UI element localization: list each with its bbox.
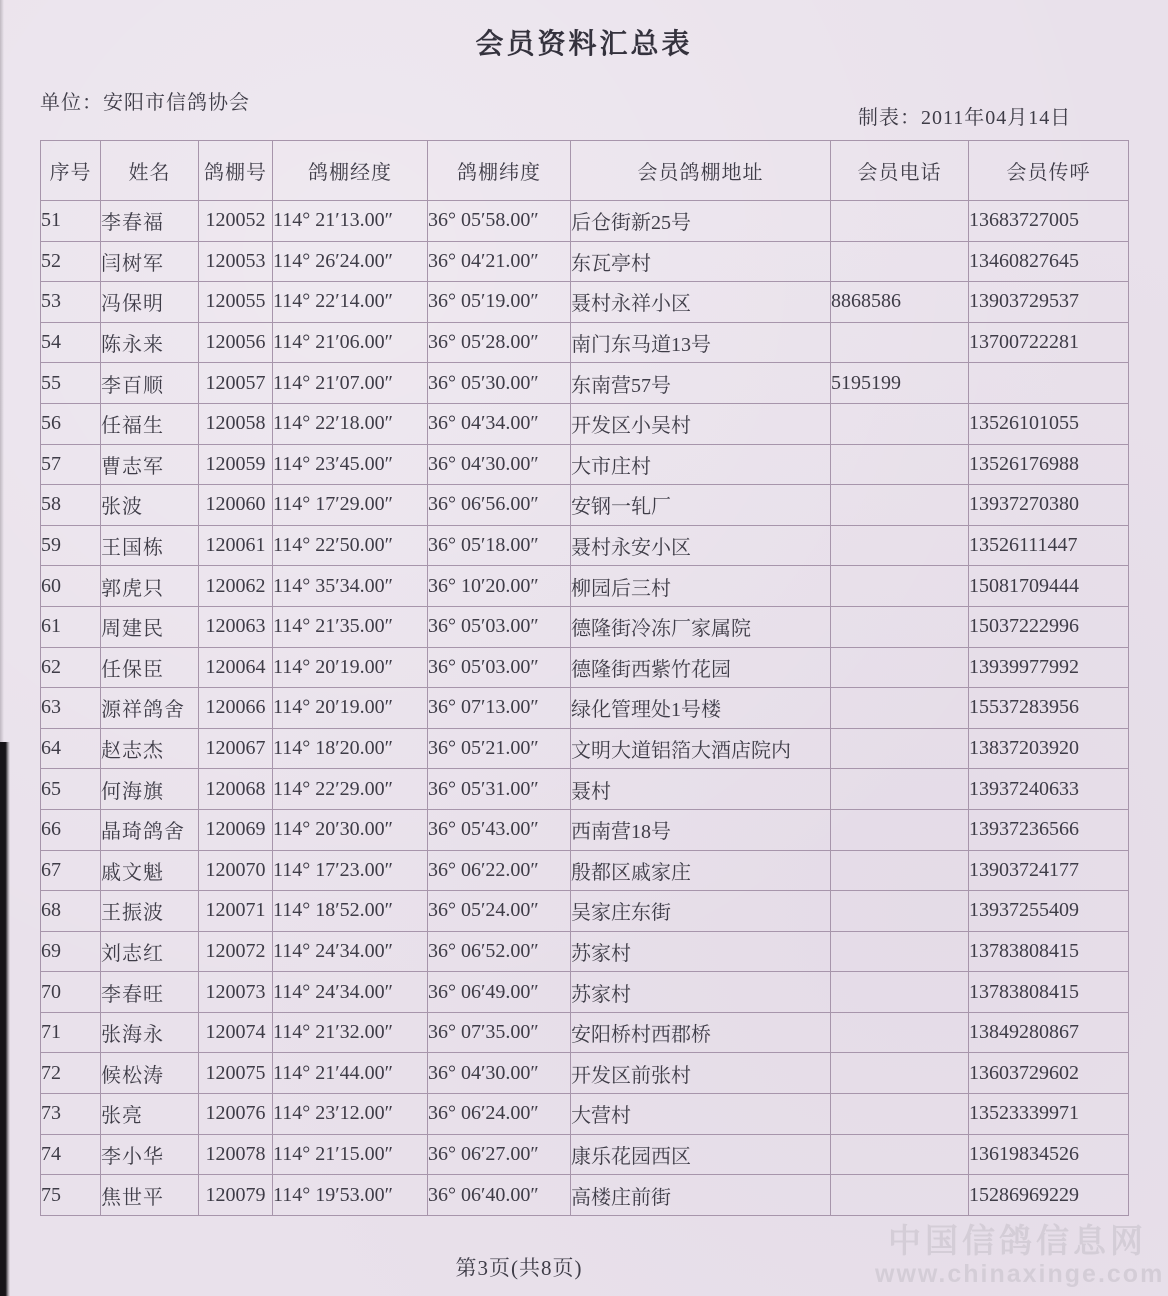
cell-longitude: 114° 22′50.00″ [273, 525, 428, 566]
cell-loft-no: 120069 [199, 809, 273, 850]
cell-longitude: 114° 22′29.00″ [273, 769, 428, 810]
cell-phone [831, 403, 969, 444]
cell-name: 王振波 [101, 891, 199, 932]
cell-loft-no: 120075 [199, 1053, 273, 1094]
cell-phone [831, 444, 969, 485]
cell-name: 李百顺 [101, 363, 199, 404]
cell-phone [831, 322, 969, 363]
table-row [41, 688, 1129, 729]
table-row [41, 931, 1129, 972]
cell-longitude: 114° 23′45.00″ [273, 444, 428, 485]
cell-longitude: 114° 24′34.00″ [273, 931, 428, 972]
member-table-header [41, 141, 1129, 201]
cell-loft-no: 120068 [199, 769, 273, 810]
cell-no: 69 [41, 931, 101, 972]
cell-no: 56 [41, 403, 101, 444]
unit-label: 单位：安阳市信鸽协会 [40, 92, 250, 114]
cell-pager: 13526176988 [969, 444, 1129, 485]
cell-phone: 5195199 [831, 363, 969, 404]
col-header-no: 序号 [41, 141, 101, 201]
cell-no: 54 [41, 322, 101, 363]
cell-pager: 13700722281 [969, 322, 1129, 363]
watermark-site-url: www.chinaxinge.com [875, 1259, 1165, 1288]
cell-pager: 13937255409 [969, 891, 1129, 932]
cell-longitude: 114° 20′30.00″ [273, 809, 428, 850]
cell-latitude: 36° 07′13.00″ [428, 688, 571, 729]
cell-loft-no: 120070 [199, 850, 273, 891]
cell-no: 52 [41, 241, 101, 282]
cell-longitude: 114° 21′06.00″ [273, 322, 428, 363]
cell-address: 开发区前张村 [571, 1053, 831, 1094]
cell-address: 聂村 [571, 769, 831, 810]
cell-loft-no: 120062 [199, 566, 273, 607]
cell-name: 候松涛 [101, 1053, 199, 1094]
cell-longitude: 114° 20′19.00″ [273, 688, 428, 729]
cell-latitude: 36° 04′21.00″ [428, 241, 571, 282]
cell-loft-no: 120052 [199, 201, 273, 242]
cell-name: 李小华 [101, 1134, 199, 1175]
table-row [41, 850, 1129, 891]
cell-longitude: 114° 22′18.00″ [273, 403, 428, 444]
cell-address: 后仓街新25号 [571, 201, 831, 242]
cell-address: 柳园后三村 [571, 566, 831, 607]
cell-pager: 13903724177 [969, 850, 1129, 891]
cell-name: 何海旗 [101, 769, 199, 810]
cell-no: 75 [41, 1175, 101, 1216]
report-date-label: 制表：2011年04月14日 [858, 107, 1072, 129]
cell-phone [831, 566, 969, 607]
cell-latitude: 36° 06′49.00″ [428, 972, 571, 1013]
cell-loft-no: 120057 [199, 363, 273, 404]
cell-longitude: 114° 21′13.00″ [273, 201, 428, 242]
cell-pager: 13783808415 [969, 931, 1129, 972]
cell-no: 70 [41, 972, 101, 1013]
cell-pager: 13523339971 [969, 1094, 1129, 1135]
cell-name: 戚文魁 [101, 850, 199, 891]
cell-name: 闫树军 [101, 241, 199, 282]
cell-loft-no: 120064 [199, 647, 273, 688]
cell-loft-no: 120078 [199, 1134, 273, 1175]
table-row [41, 972, 1129, 1013]
col-header-loft-no: 鸽棚号 [199, 141, 273, 201]
cell-longitude: 114° 22′14.00″ [273, 282, 428, 323]
cell-longitude: 114° 21′35.00″ [273, 606, 428, 647]
cell-address: 开发区小吴村 [571, 403, 831, 444]
cell-latitude: 36° 06′27.00″ [428, 1134, 571, 1175]
cell-phone: 8868586 [831, 282, 969, 323]
cell-longitude: 114° 17′23.00″ [273, 850, 428, 891]
cell-longitude: 114° 18′20.00″ [273, 728, 428, 769]
cell-loft-no: 120074 [199, 1012, 273, 1053]
cell-loft-no: 120061 [199, 525, 273, 566]
table-row [41, 201, 1129, 242]
cell-address: 吴家庄东街 [571, 891, 831, 932]
cell-no: 60 [41, 566, 101, 607]
cell-latitude: 36° 10′20.00″ [428, 566, 571, 607]
cell-no: 65 [41, 769, 101, 810]
cell-phone [831, 931, 969, 972]
cell-address: 大市庄村 [571, 444, 831, 485]
cell-loft-no: 120059 [199, 444, 273, 485]
cell-latitude: 36° 05′18.00″ [428, 525, 571, 566]
cell-loft-no: 120058 [199, 403, 273, 444]
cell-latitude: 36° 05′03.00″ [428, 647, 571, 688]
cell-pager: 13849280867 [969, 1012, 1129, 1053]
cell-loft-no: 120063 [199, 606, 273, 647]
cell-name: 陈永来 [101, 322, 199, 363]
table-row [41, 485, 1129, 526]
cell-longitude: 114° 18′52.00″ [273, 891, 428, 932]
cell-pager: 13783808415 [969, 972, 1129, 1013]
cell-loft-no: 120073 [199, 972, 273, 1013]
page-number-text: 第3页(共8页) [455, 1256, 583, 1280]
cell-loft-no: 120056 [199, 322, 273, 363]
cell-latitude: 36° 07′35.00″ [428, 1012, 571, 1053]
cell-pager: 15037222996 [969, 606, 1129, 647]
cell-address: 绿化管理处1号楼 [571, 688, 831, 729]
cell-loft-no: 120053 [199, 241, 273, 282]
cell-pager: 13526111447 [969, 525, 1129, 566]
cell-no: 59 [41, 525, 101, 566]
cell-name: 李春旺 [101, 972, 199, 1013]
member-table [40, 140, 1129, 1216]
table-row [41, 1175, 1129, 1216]
header-row [41, 141, 1129, 201]
cell-phone [831, 1094, 969, 1135]
cell-name: 王国栋 [101, 525, 199, 566]
table-row [41, 647, 1129, 688]
col-header-phone: 会员电话 [831, 141, 969, 201]
cell-phone [831, 850, 969, 891]
cell-address: 安钢一轧厂 [571, 485, 831, 526]
cell-phone [831, 728, 969, 769]
cell-address: 康乐花园西区 [571, 1134, 831, 1175]
cell-latitude: 36° 05′43.00″ [428, 809, 571, 850]
cell-address: 高楼庄前街 [571, 1175, 831, 1216]
cell-longitude: 114° 21′32.00″ [273, 1012, 428, 1053]
cell-no: 62 [41, 647, 101, 688]
scan-edge-artifact-top [0, 0, 4, 742]
cell-address: 文明大道铝箔大酒店院内 [571, 728, 831, 769]
cell-address: 苏家村 [571, 931, 831, 972]
cell-loft-no: 120060 [199, 485, 273, 526]
cell-phone [831, 201, 969, 242]
cell-address: 德隆街西紫竹花园 [571, 647, 831, 688]
cell-address: 南门东马道13号 [571, 322, 831, 363]
cell-no: 63 [41, 688, 101, 729]
cell-loft-no: 120055 [199, 282, 273, 323]
table-row [41, 728, 1129, 769]
cell-no: 74 [41, 1134, 101, 1175]
cell-name: 焦世平 [101, 1175, 199, 1216]
cell-no: 72 [41, 1053, 101, 1094]
table-row [41, 363, 1129, 404]
cell-no: 53 [41, 282, 101, 323]
cell-pager: 13837203920 [969, 728, 1129, 769]
cell-address: 西南营18号 [571, 809, 831, 850]
cell-longitude: 114° 26′24.00″ [273, 241, 428, 282]
cell-name: 冯保明 [101, 282, 199, 323]
cell-phone [831, 688, 969, 729]
cell-pager: 13683727005 [969, 201, 1129, 242]
cell-pager: 13603729602 [969, 1053, 1129, 1094]
cell-name: 赵志杰 [101, 728, 199, 769]
table-row [41, 525, 1129, 566]
cell-longitude: 114° 21′15.00″ [273, 1134, 428, 1175]
table-row [41, 403, 1129, 444]
cell-phone [831, 891, 969, 932]
table-row [41, 891, 1129, 932]
cell-latitude: 36° 05′24.00″ [428, 891, 571, 932]
table-row [41, 606, 1129, 647]
cell-loft-no: 120071 [199, 891, 273, 932]
table-row [41, 566, 1129, 607]
col-header-pager: 会员传呼 [969, 141, 1129, 201]
cell-latitude: 36° 04′30.00″ [428, 1053, 571, 1094]
cell-phone [831, 1134, 969, 1175]
cell-phone [831, 1053, 969, 1094]
cell-name: 李春福 [101, 201, 199, 242]
cell-longitude: 114° 35′34.00″ [273, 566, 428, 607]
cell-address: 东瓦亭村 [571, 241, 831, 282]
page-number [0, 1252, 1168, 1282]
scan-edge-artifact [0, 742, 10, 1296]
cell-longitude: 114° 20′19.00″ [273, 647, 428, 688]
col-header-address: 会员鸽棚地址 [571, 141, 831, 201]
col-header-latitude: 鸽棚纬度 [428, 141, 571, 201]
cell-longitude: 114° 19′53.00″ [273, 1175, 428, 1216]
cell-address: 德隆街冷冻厂家属院 [571, 606, 831, 647]
cell-address: 殷都区戚家庄 [571, 850, 831, 891]
cell-name: 源祥鸽舍 [101, 688, 199, 729]
cell-pager: 13937270380 [969, 485, 1129, 526]
cell-phone [831, 769, 969, 810]
cell-latitude: 36° 05′30.00″ [428, 363, 571, 404]
cell-pager: 13937240633 [969, 769, 1129, 810]
cell-name: 任福生 [101, 403, 199, 444]
cell-pager: 15286969229 [969, 1175, 1129, 1216]
table-row [41, 241, 1129, 282]
cell-no: 61 [41, 606, 101, 647]
cell-pager: 13460827645 [969, 241, 1129, 282]
cell-phone [831, 606, 969, 647]
cell-no: 57 [41, 444, 101, 485]
cell-loft-no: 120072 [199, 931, 273, 972]
cell-latitude: 36° 05′28.00″ [428, 322, 571, 363]
cell-longitude: 114° 23′12.00″ [273, 1094, 428, 1135]
cell-latitude: 36° 05′31.00″ [428, 769, 571, 810]
table-row [41, 1012, 1129, 1053]
table-row [41, 444, 1129, 485]
cell-loft-no: 120079 [199, 1175, 273, 1216]
cell-latitude: 36° 04′34.00″ [428, 403, 571, 444]
cell-name: 张波 [101, 485, 199, 526]
member-table-body [41, 201, 1129, 1216]
cell-latitude: 36° 06′24.00″ [428, 1094, 571, 1135]
cell-no: 55 [41, 363, 101, 404]
cell-address: 苏家村 [571, 972, 831, 1013]
watermark-site-name: 中国信鸽信息网 [888, 1222, 1147, 1259]
table-row [41, 1053, 1129, 1094]
cell-pager: 13526101055 [969, 403, 1129, 444]
page-title: 会员资料汇总表 [475, 28, 693, 59]
cell-latitude: 36° 04′30.00″ [428, 444, 571, 485]
cell-pager [969, 363, 1129, 404]
cell-phone [831, 525, 969, 566]
cell-name: 曹志军 [101, 444, 199, 485]
cell-name: 周建民 [101, 606, 199, 647]
cell-phone [831, 1012, 969, 1053]
cell-address: 大营村 [571, 1094, 831, 1135]
cell-name: 张亮 [101, 1094, 199, 1135]
table-row [41, 769, 1129, 810]
cell-latitude: 36° 05′03.00″ [428, 606, 571, 647]
cell-address: 安阳桥村西郡桥 [571, 1012, 831, 1053]
cell-phone [831, 1175, 969, 1216]
cell-no: 71 [41, 1012, 101, 1053]
cell-phone [831, 485, 969, 526]
cell-name: 刘志红 [101, 931, 199, 972]
table-row [41, 322, 1129, 363]
cell-address: 聂村永安小区 [571, 525, 831, 566]
cell-latitude: 36° 06′52.00″ [428, 931, 571, 972]
cell-name: 任保臣 [101, 647, 199, 688]
cell-address: 聂村永祥小区 [571, 282, 831, 323]
cell-loft-no: 120067 [199, 728, 273, 769]
cell-no: 64 [41, 728, 101, 769]
cell-pager: 13903729537 [969, 282, 1129, 323]
cell-no: 58 [41, 485, 101, 526]
col-header-name: 姓名 [101, 141, 199, 201]
cell-longitude: 114° 17′29.00″ [273, 485, 428, 526]
cell-latitude: 36° 05′21.00″ [428, 728, 571, 769]
cell-phone [831, 809, 969, 850]
cell-pager: 13619834526 [969, 1134, 1129, 1175]
cell-latitude: 36° 06′40.00″ [428, 1175, 571, 1216]
cell-latitude: 36° 06′56.00″ [428, 485, 571, 526]
cell-no: 66 [41, 809, 101, 850]
cell-longitude: 114° 24′34.00″ [273, 972, 428, 1013]
cell-latitude: 36° 05′19.00″ [428, 282, 571, 323]
cell-no: 51 [41, 201, 101, 242]
cell-latitude: 36° 06′22.00″ [428, 850, 571, 891]
cell-pager: 15081709444 [969, 566, 1129, 607]
cell-longitude: 114° 21′44.00″ [273, 1053, 428, 1094]
cell-phone [831, 647, 969, 688]
cell-loft-no: 120076 [199, 1094, 273, 1135]
cell-name: 张海永 [101, 1012, 199, 1053]
cell-no: 67 [41, 850, 101, 891]
cell-latitude: 36° 05′58.00″ [428, 201, 571, 242]
cell-longitude: 114° 21′07.00″ [273, 363, 428, 404]
table-row [41, 282, 1129, 323]
table-row [41, 1134, 1129, 1175]
cell-no: 73 [41, 1094, 101, 1135]
col-header-longitude: 鸽棚经度 [273, 141, 428, 201]
cell-pager: 13937236566 [969, 809, 1129, 850]
cell-name: 郭虎只 [101, 566, 199, 607]
table-row [41, 809, 1129, 850]
cell-phone [831, 972, 969, 1013]
cell-name: 晶琦鸽舍 [101, 809, 199, 850]
cell-pager: 13939977992 [969, 647, 1129, 688]
table-row [41, 1094, 1129, 1135]
cell-loft-no: 120066 [199, 688, 273, 729]
cell-pager: 15537283956 [969, 688, 1129, 729]
cell-phone [831, 241, 969, 282]
cell-no: 68 [41, 891, 101, 932]
cell-address: 东南营57号 [571, 363, 831, 404]
